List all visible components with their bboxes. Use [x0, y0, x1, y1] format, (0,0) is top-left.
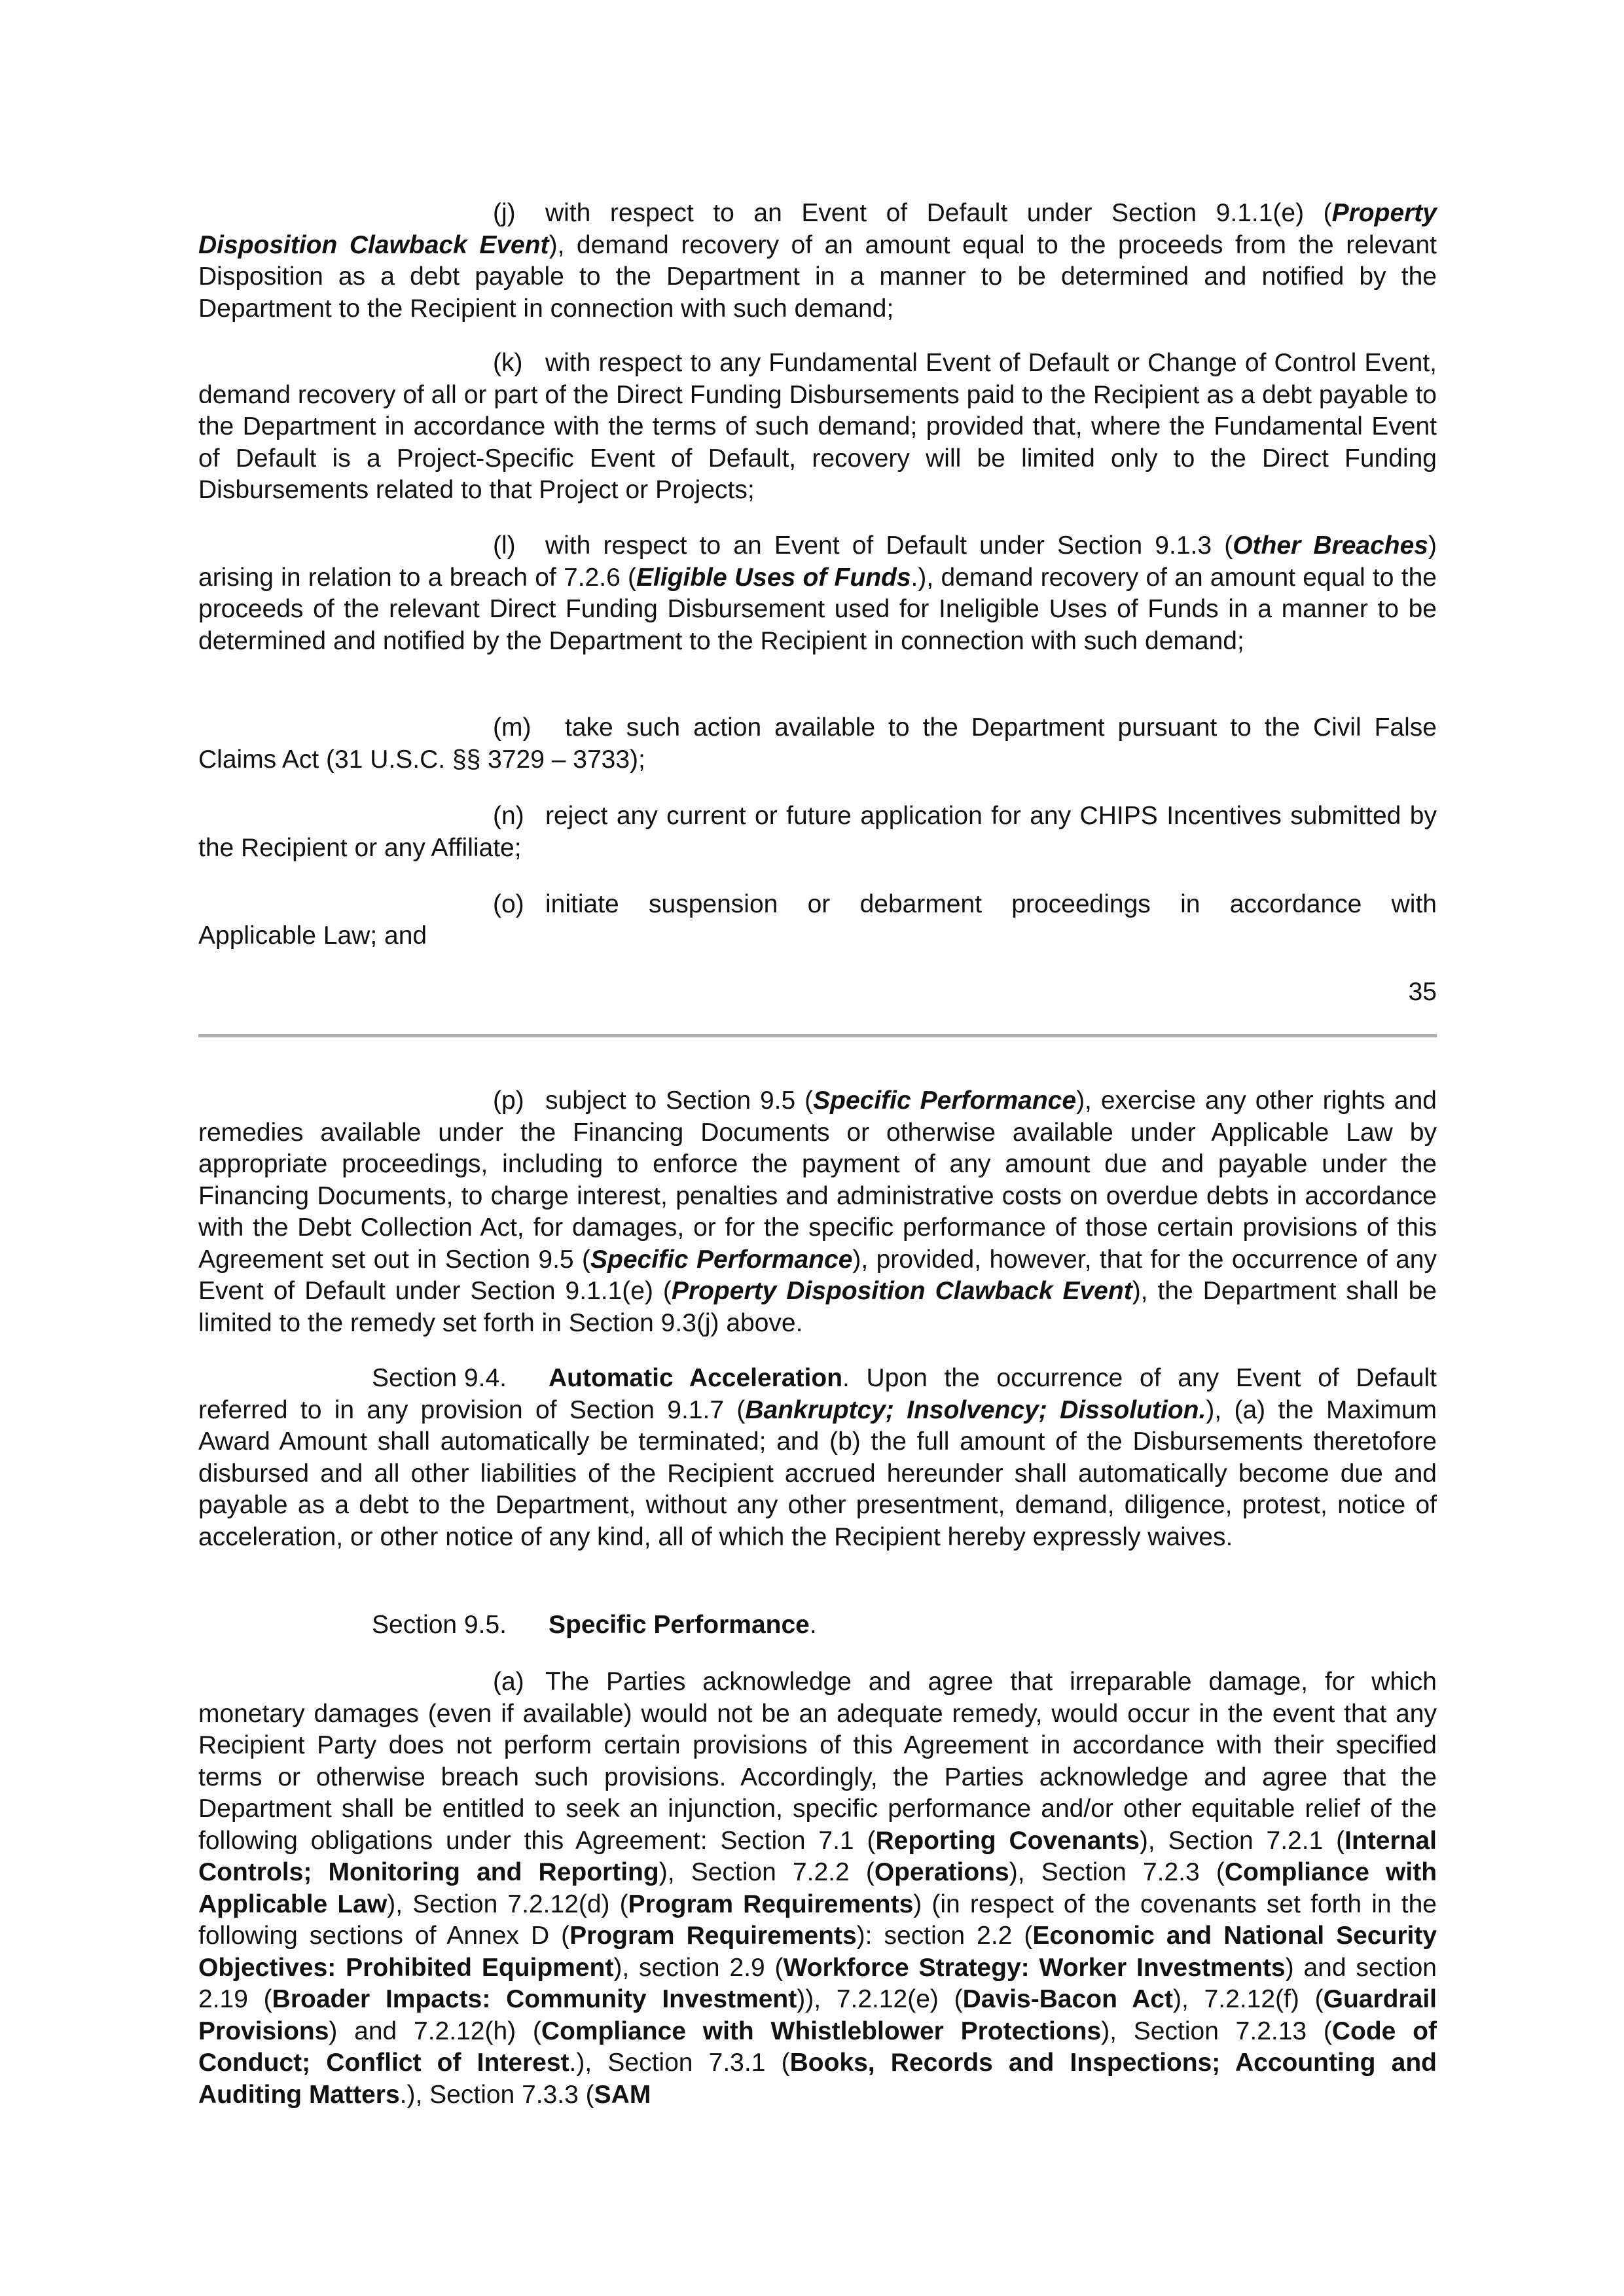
section-reference: Program Requirements: [628, 1890, 914, 1918]
document-page: [198, 0, 1437, 2296]
clause-label: (m): [493, 713, 532, 742]
clause-n: (n) reject any current or future application for any CHIPS Incentives submitted by the Recipient or any Affiliate;: [198, 802, 1437, 862]
section-reference: Books, Records and Inspections; Accounting and Auditing Matters: [198, 2049, 1437, 2109]
defined-term: Property Disposition Clawback Event: [198, 199, 1437, 259]
section-heading: Specific Performance: [549, 1611, 810, 1639]
page-break-divider: [198, 1034, 1437, 1037]
section-reference: Davis-Bacon Act: [962, 1985, 1174, 2013]
clause-a: (a) The Parties acknowledge and agree that irreparable damage, for which monetary damages (even if available) would not be an adequate remedy, would occur in the event that any Recipient Party does not perform certain provisions of this Agreement in accordance with their specified terms or otherwise breach such provisions. Accordingly, the Parties acknowledge and agree that the Department shall be entitled to seek an injunction, specific performance and/or other equitable relief of the following obligations under this Agreement: Section 7.1 (Reporting Covenants), Section 7.2.1 (Internal Controls; Monitoring and Reporting), Section 7.2.2 (Operations), Section 7.2.3 (Compliance with Applicable Law), Section 7.2.12(d) (Program Requirements) (in respect of the covenants set forth in the following sections of Annex D (Program Requirements): section 2.2 (Economic and National Security Objectives: Prohibited Equipment), section 2.9 (Workforce Strategy: Worker Investments) and section 2.19 (Broader Impacts: Community Investment)), 7.2.12(e) (Davis-Bacon Act), 7.2.12(f) (Guardrail Provisions) and 7.2.12(h) (Compliance with Whistleblower Protections), Section 7.2.13 (Code of Conduct; Conflict of Interest.), Section 7.3.1 (Books, Records and Inspections; Accounting and Auditing Matters.), Section 7.3.3 (SAM: [198, 1668, 1437, 2109]
section-reference: Workforce Strategy: Worker Investments: [783, 1953, 1286, 1982]
clause-label: (l): [493, 531, 516, 560]
clause-label: (o): [493, 890, 524, 918]
page-number: 35: [1408, 978, 1437, 1006]
clause-label: (j): [493, 199, 516, 227]
section-9-4: Section 9.4. Automatic Acceleration. Upon the occurrence of any Event of Default referred to in any provision of Section 9.1.7 (Bankruptcy; Insolvency; Dissolution.), (a) the Maximum Award Amount shall automatically be terminated; and (b) the full amount of the Disbursements theretofore disbursed and all other liabilities of the Recipient accrued hereunder shall automatically become due and payable as a debt to the Department, without any other presentment, demand, diligence, protest, notice of acceleration, or other notice of any kind, all of which the Recipient hereby expressly waives.: [198, 1364, 1437, 1551]
section-number: Section 9.5.: [372, 1611, 507, 1639]
section-reference: Economic and National Security Objectives: Prohibited Equipment: [198, 1922, 1437, 1982]
clause-o: (o) initiate suspension or debarment proceedings in accordance with: [198, 889, 1437, 921]
section-reference: Compliance with Whistleblower Protections: [541, 2017, 1102, 2045]
clause-label: (a): [493, 1668, 524, 1696]
defined-term: Property Disposition Clawback Event: [671, 1277, 1132, 1305]
section-number: Section 9.4.: [372, 1364, 507, 1392]
defined-term: Other Breaches: [1233, 531, 1428, 560]
section-reference: Broader Impacts: Community Investment: [272, 1985, 797, 2013]
section-reference: Program Requirements: [569, 1922, 857, 1950]
clause-k: (k) with respect to any Fundamental Event of Default or Change of Control Event, demand recovery of all or part of the Direct Funding Disbursements paid to the Recipient as a debt payable to the Department in accordance with the terms of such demand; provided that, where the Fundamental Event of Default is a Project-Specific Event of Default, recovery will be limited only to the Direct Funding Disbursements related to that Project or Projects;: [198, 349, 1437, 504]
defined-term: Specific Performance: [590, 1245, 853, 1274]
clause-label: (n): [493, 802, 524, 830]
section-reference: SAM: [594, 2080, 651, 2109]
section-reference: Operations: [874, 1858, 1009, 1886]
section-heading: Automatic Acceleration: [549, 1364, 843, 1392]
section-reference: Internal Controls; Monitoring and Reporting: [198, 1826, 1437, 1886]
clause-l: (l) with respect to an Event of Default under Section 9.1.3 (Other Breaches) arising in relation to a breach of 7.2.6 (Eligible Uses of Funds.), demand recovery of an amount equal to the proceeds of the relevant Direct Funding Disbursement used for Ineligible Uses of Funds in a manner to be determined and notified by the Department to the Recipient in connection with such demand;: [198, 531, 1437, 655]
clause-m: (m) take such action available to the Department pursuant to the Civil False Claims Act (31 U.S.C. §§ 3729 – 3733);: [198, 713, 1437, 774]
clause-label: (k): [493, 349, 523, 377]
clause-p: (p) subject to Section 9.5 (Specific Performance), exercise any other rights and remedies available under the Financing Documents or otherwise available under Applicable Law by appropriate proceedings, including to enforce the payment of any amount due and payable under the Financing Documents, to charge interest, penalties and administrative costs on overdue debts in accordance with the Debt Collection Act, for damages, or for the specific performance of those certain provisions of this Agreement set out in Section 9.5 (Specific Performance), provided, however, that for the occurrence of any Event of Default under Section 9.1.1(e) (Property Disposition Clawback Event), the Department shall be limited to the remedy set forth in Section 9.3(j) above.: [198, 1086, 1437, 1337]
section-reference: Reporting Covenants: [875, 1826, 1140, 1855]
clause-label: (p): [493, 1086, 524, 1115]
clause-o-continued: Applicable Law; and: [198, 922, 427, 950]
section-reference: Guardrail Provisions: [198, 1985, 1437, 2045]
defined-term: Eligible Uses of Funds: [636, 563, 911, 592]
section-reference: Code of Conduct; Conflict of Interest: [198, 2017, 1437, 2077]
defined-term: Bankruptcy; Insolvency; Dissolution.: [745, 1395, 1206, 1424]
defined-term: Specific Performance: [813, 1086, 1077, 1115]
clause-j: (j) with respect to an Event of Default under Section 9.1.1(e) (Property Disposition Clawback Event), demand recovery of an amount equal to the proceeds from the relevant Disposition as a debt payable to the Department in a manner to be determined and notified by the Department to the Recipient in connection with such demand;: [198, 199, 1437, 323]
section-9-5: Section 9.5. Specific Performance.: [198, 1609, 1437, 1641]
section-reference: Compliance with Applicable Law: [198, 1858, 1437, 1918]
